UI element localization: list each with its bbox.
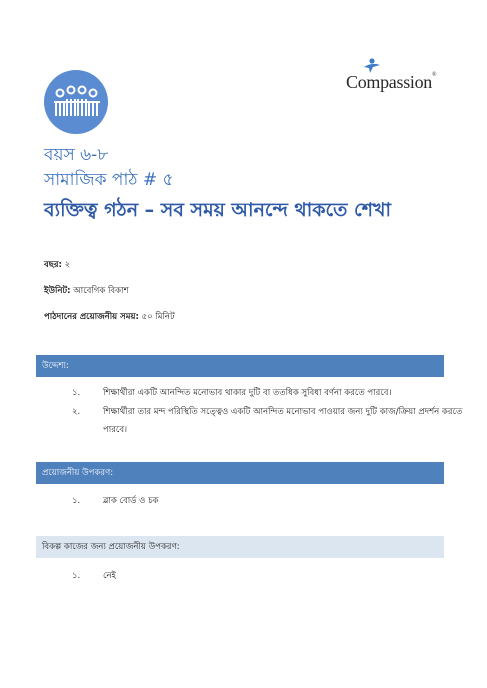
unit-line [44,284,129,298]
children-logo-icon [44,70,108,134]
list-item-text: নেই [103,571,116,581]
list-item-text: শিক্ষার্থীরা তার মন্দ পরিস্থিতি সত্ত্বেও একটি আনন্দিত মনোভাব পাওয়ার জন্য দুটি কাজ/ক্রিয়া প্রদর্শন করতে [103,407,463,417]
year-label: বছর: [44,260,62,270]
list-item-number: ২. [72,407,81,417]
objectives-heading: উদ্দেশ্য: [36,355,444,377]
unit-value: আবেগিক বিকাশ [73,286,129,296]
brand-name: Compassion® [346,72,437,92]
unit-label: ইউনিট: [44,286,71,296]
year-value: ২ [64,260,71,270]
lesson-number: সামাজিক পাঠ # ৫ [44,170,174,190]
list-item-number: ১. [72,496,81,506]
time-label: পাঠদানের প্রয়োজনীয় সময়: [44,312,139,322]
age-range: বয়স ৬-৮ [44,145,109,165]
compassion-logo [346,58,446,98]
list-item-number: ১. [72,388,81,398]
time-line [44,310,175,324]
list-item-text: ব্লাক বোর্ড ও চক [103,496,159,506]
time-value: ৫০ মিনিট [141,312,175,322]
year-line [44,258,70,272]
alt-materials-heading: বিকল্প কাজের জন্য প্রয়োজনীয় উপকরণ: [36,536,444,558]
list-item-number: ১. [72,571,81,581]
page-title: ব্যক্তিত্ব গঠন – সব সময় আনন্দে থাকতে শেখা [44,199,391,221]
materials-heading: প্রয়োজনীয় উপকরণ: [36,462,444,484]
list-item-text: শিক্ষার্থীরা একটি আনন্দিত মনোভাব থাকার দুটি বা ততধিক সুবিধা বর্ণনা করতে পারবে। [103,388,392,398]
list-item-continuation: পারবে। [103,425,128,435]
